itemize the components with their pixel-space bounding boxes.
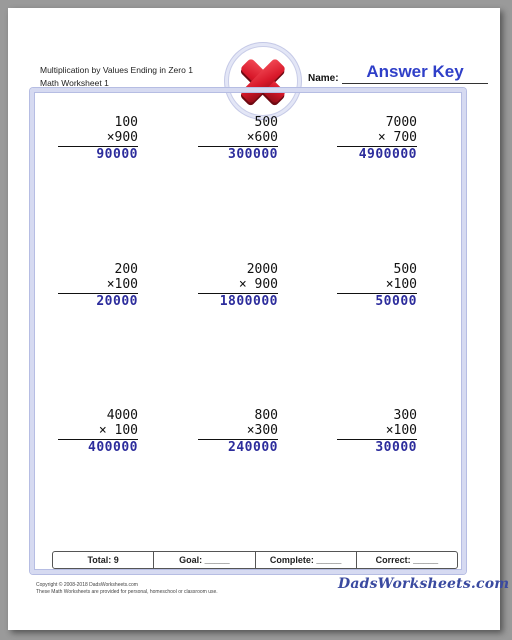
multiplier: × 100 (98, 423, 138, 438)
multiplicand: 200 (114, 262, 138, 277)
problem-item (198, 262, 278, 310)
name-underline (342, 83, 488, 84)
goal-cell: Goal: _____ (154, 552, 255, 568)
problem-item (198, 408, 278, 456)
copyright-text: Copyright © 2008-2018 DadsWorksheets.com (36, 582, 138, 588)
multiplicand: 4000 (106, 408, 138, 423)
answer-value: 400000 (88, 440, 138, 455)
multiplicand: 2000 (246, 262, 278, 277)
answer-value: 30000 (375, 440, 417, 455)
answer-value: 20000 (96, 294, 138, 309)
problem-item (337, 262, 417, 310)
worksheet-title-block (40, 64, 193, 90)
problem-item (58, 115, 138, 163)
multiplier: × 900 (238, 277, 278, 292)
answer-value: 1800000 (219, 294, 278, 309)
answer-value: 240000 (228, 440, 278, 455)
name-label: Name: (308, 73, 339, 84)
answer-value: 4900000 (358, 147, 417, 162)
multiplier: × 700 (377, 130, 417, 145)
multiplicand: 500 (393, 262, 417, 277)
answer-value: 300000 (228, 147, 278, 162)
multiplier: ×100 (106, 277, 138, 292)
problem-item (58, 408, 138, 456)
multiplier: ×300 (246, 423, 278, 438)
multiplicand: 500 (254, 115, 278, 130)
problem-item (198, 115, 278, 163)
multiplicand: 100 (114, 115, 138, 130)
problem-item (337, 408, 417, 456)
worksheet-title: Multiplication by Values Ending in Zero 1 (40, 65, 193, 75)
multiplier: ×100 (385, 277, 417, 292)
multiplier: ×100 (385, 423, 417, 438)
correct-cell: Correct: _____ (375, 555, 439, 565)
name-field (308, 60, 488, 84)
answer-key-label: Answer Key (366, 62, 464, 81)
multiplicand: 7000 (385, 115, 417, 130)
answer-value: 90000 (96, 147, 138, 162)
total-cell: Total: 9 (53, 552, 154, 568)
answer-value: 50000 (375, 294, 417, 309)
multiplier: ×600 (246, 130, 278, 145)
score-bar (52, 551, 458, 569)
multiplicand: 300 (393, 408, 417, 423)
usage-text: These Math Worksheets are provided for personal, homeschool or classroom use. (36, 589, 218, 595)
multiplicand: 800 (254, 408, 278, 423)
multiplier: ×900 (106, 130, 138, 145)
worksheet-subtitle: Math Worksheet 1 (40, 78, 109, 88)
brand-logo: DadsWorksheets.com (338, 576, 510, 592)
problem-item (58, 262, 138, 310)
complete-cell: Complete: _____ (256, 552, 357, 568)
problem-item (337, 115, 417, 163)
footer-text (36, 582, 218, 596)
